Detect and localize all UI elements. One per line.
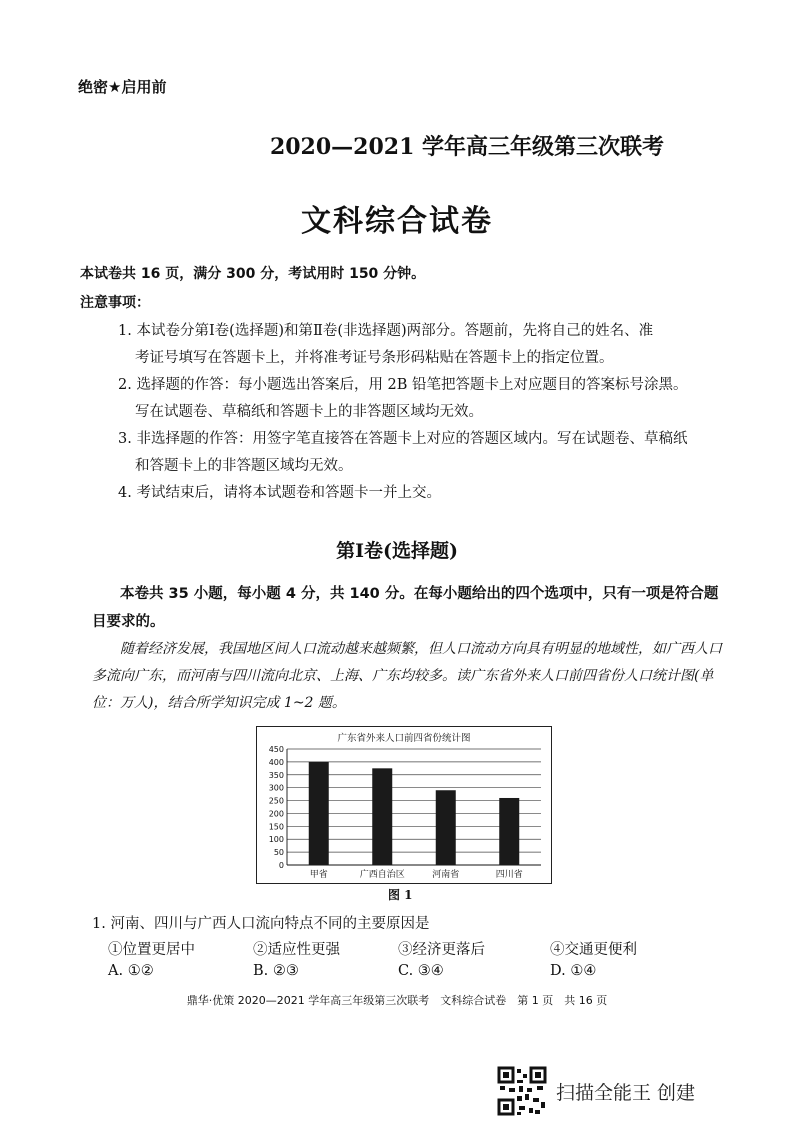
answer-choice-c: C. ③④ <box>398 963 444 979</box>
section-title: 第Ⅰ卷(选择题) <box>336 540 458 562</box>
y-tick-label: 0 <box>278 861 284 870</box>
y-tick-label: 50 <box>273 848 284 858</box>
answer-choice-a: A. ①② <box>108 963 154 979</box>
note-item <box>118 372 738 426</box>
bar <box>499 798 519 865</box>
note-line: 2. 选择题的作答：每小题选出答案后，用 2B 铅笔把答题卡上对应题目的答案标号涂黑。 <box>118 377 688 393</box>
y-tick-label: 450 <box>268 745 284 754</box>
scanner-watermark: 扫描全能王 创建 <box>556 1082 696 1104</box>
answer-choice-d: D. ①④ <box>550 963 597 979</box>
option-statement: ①位置更居中 <box>108 942 195 958</box>
option-statement: ④交通更便利 <box>550 942 637 958</box>
confidential-mark: 绝密★启用前 <box>78 78 167 96</box>
note-line: 3. 非选择题的作答：用签字笔直接答在答题卡上对应的答题区域内。写在试题卷、草稿纸 <box>118 431 688 447</box>
question-stem: 1. 河南、四川与广西人口流向特点不同的主要原因是 <box>92 916 430 932</box>
note-line: 考证号填写在答题卡上，并将准考证号条形码粘贴在答题卡上的指定位置。 <box>135 350 614 366</box>
note-line: 和答题卡上的非答题区域均无效。 <box>135 458 353 474</box>
bar <box>372 768 392 865</box>
section-description: 本卷共 35 小题，每小题 4 分，共 140 分。在每小题给出的四个选项中，只有一项是符合题目要求的。 <box>92 586 719 630</box>
answer-choice-b: B. ②③ <box>253 963 299 979</box>
note-item <box>118 318 738 372</box>
x-tick-label: 广西自治区 <box>359 870 405 880</box>
x-tick-label: 河南省 <box>432 870 460 880</box>
y-tick-label: 100 <box>268 835 284 845</box>
option-statement: ③经济更落后 <box>398 942 485 958</box>
x-tick-label: 四川省 <box>495 870 523 880</box>
bar <box>436 790 456 865</box>
note-line: 1. 本试卷分第Ⅰ卷(选择题)和第Ⅱ卷(非选择题)两部分。答题前，先将自己的姓名、准 <box>118 323 654 339</box>
exam-title: 2020—2021 学年高三年级第三次联考 <box>269 134 665 160</box>
bar <box>309 762 329 865</box>
x-tick-label: 甲省 <box>309 870 328 880</box>
bar-chart <box>257 727 551 883</box>
y-tick-label: 400 <box>268 757 284 767</box>
bar-chart-figure <box>256 726 552 884</box>
figure-label: 图 1 <box>388 888 413 902</box>
page-footer: 鼎华·优策 2020—2021 学年高三年级第三次联考 文科综合试卷 第 1 页 共 16 页 <box>186 994 608 1007</box>
note-item <box>118 480 738 507</box>
chart-title: 广东省外来人口前四省份统计图 <box>337 733 471 744</box>
notes-heading: 注意事项： <box>80 295 150 311</box>
exam-info: 本试卷共 16 页，满分 300 分，考试用时 150 分钟。 <box>80 266 426 282</box>
y-tick-label: 150 <box>268 822 284 832</box>
note-line: 写在试题卷、草稿纸和答题卡上的非答题区域均无效。 <box>135 404 483 420</box>
paper-title: 文科综合试卷 <box>301 204 493 239</box>
y-tick-label: 350 <box>268 770 284 780</box>
note-item <box>118 426 738 480</box>
y-tick-label: 200 <box>268 809 284 819</box>
note-line: 4. 考试结束后，请将本试题卷和答题卡一并上交。 <box>118 485 441 501</box>
y-tick-label: 250 <box>268 796 284 806</box>
reading-passage: 随着经济发展，我国地区间人口流动越来越频繁，但人口流动方向具有明显的地域性，如广西人口多流向广东，而河南与四川流向北京、上海、广东均较多。读广东省外来人口前四省份人口统计图(单位：万人)，结合所学知识完成 1~2 题。 <box>92 641 722 711</box>
option-statement: ②适应性更强 <box>253 942 340 958</box>
qr-code-icon <box>497 1066 547 1116</box>
y-tick-label: 300 <box>268 783 284 793</box>
